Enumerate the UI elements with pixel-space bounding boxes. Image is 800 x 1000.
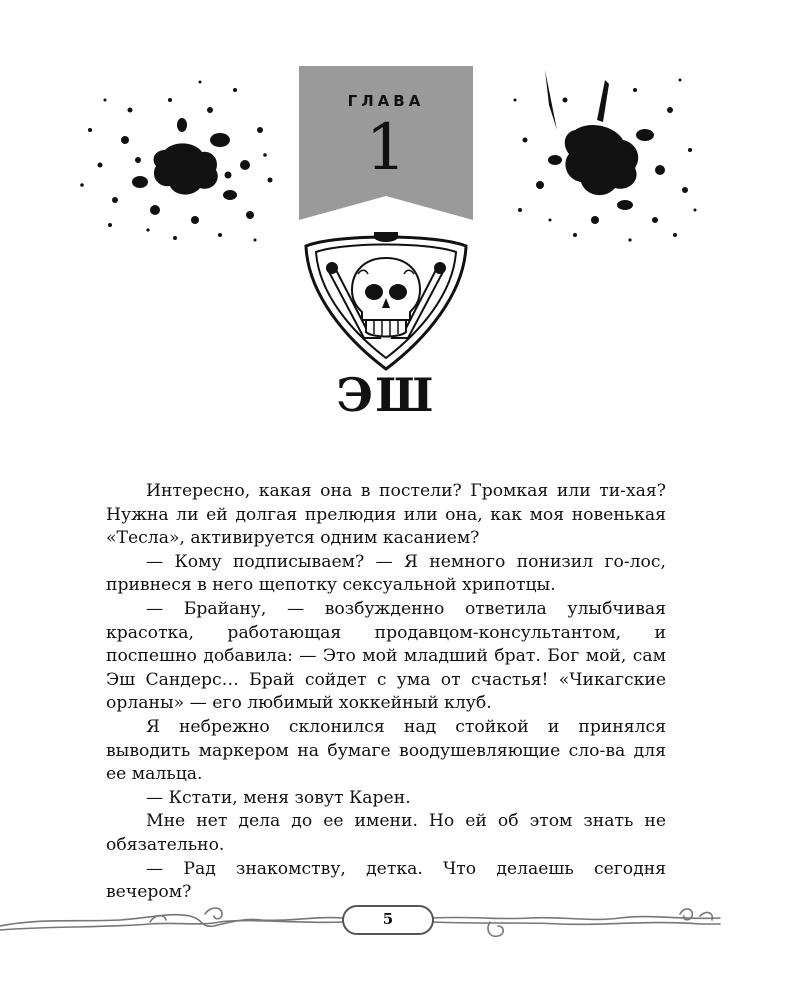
chapter-label: ГЛАВА — [347, 92, 425, 110]
paragraph: Мне нет дела до ее имени. Но ей об этом знать не обязательно. — [106, 811, 666, 855]
chapter-number: 1 — [365, 111, 407, 185]
chapter-title: ЭШ — [336, 368, 436, 422]
page-number: 5 — [382, 910, 394, 928]
chapter-body — [106, 480, 666, 905]
paragraph: — Рад знакомству, детка. Что делаешь сегодня вечером? — [106, 858, 666, 903]
paragraph: — Брайану, — возбужденно ответила улыбчивая красотка, работающая продавцом-консультантом, и поспешно добавила: — Это мой младший брат. Бог мой, сам Эш Сандерс… Брай сойдет с ума от счастья! «Чикагские орланы» — его любимый хоккейный клуб. — [106, 598, 666, 714]
paragraph: — Кстати, меня зовут Карен. — [146, 787, 411, 808]
paragraph: — Кому подписываем? — Я немного понизил го-лос, привнеся в него щепотку сексуальной хрипотцы. — [106, 551, 666, 596]
paragraph: Интересно, какая она в постели? Громкая или ти-хая? Нужна ли ей долгая прелюдия или она, как моя новенькая «Тесла», активируется одним касанием? — [106, 481, 666, 549]
skull-hockey-shield-icon — [296, 224, 476, 374]
ink-splatter-left — [70, 70, 280, 250]
ink-splatter-right — [505, 60, 700, 250]
paragraph: Я небрежно склонился над стойкой и принялся выводить маркером на бумаге воодушевляющие сло-ва для ее мальца. — [106, 716, 666, 785]
